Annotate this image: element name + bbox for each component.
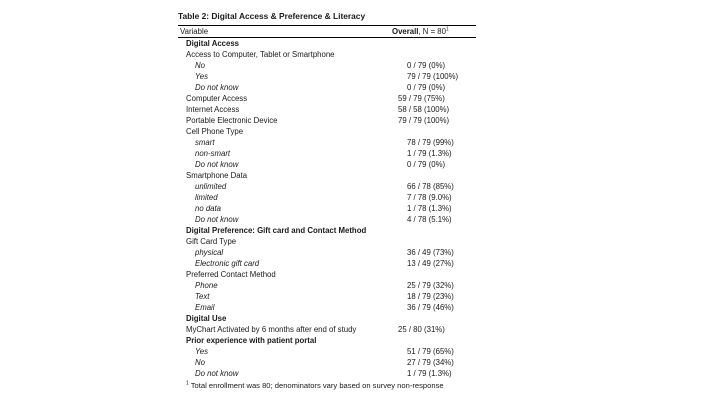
row-variable: No: [195, 358, 205, 367]
row-variable: MyChart Activated by 6 months after end of study: [186, 325, 357, 334]
row-variable: Phone: [195, 281, 218, 290]
row-variable: Electronic gift card: [195, 259, 260, 268]
header-variable: Variable: [180, 27, 209, 36]
table-row: [178, 236, 476, 247]
row-variable: Do not know: [195, 83, 239, 92]
row-overall-value: 59 / 79 (75%): [398, 94, 445, 103]
row-overall-value: 18 / 79 (23%): [407, 292, 454, 301]
row-variable: Portable Electronic Device: [186, 116, 278, 125]
row-variable: non-smart: [195, 149, 231, 158]
row-variable: Text: [195, 292, 210, 301]
row-variable: Email: [195, 303, 215, 312]
table-row: [178, 71, 476, 82]
row-variable: Do not know: [195, 215, 239, 224]
row-overall-value: 66 / 78 (85%): [407, 182, 454, 191]
table-row: [178, 280, 476, 291]
row-variable: no data: [195, 204, 222, 213]
table-row: [178, 148, 476, 159]
table-row: [178, 368, 476, 379]
table-row: [178, 159, 476, 170]
row-variable: Computer Access: [186, 94, 248, 103]
row-overall-value: 36 / 79 (46%): [407, 303, 454, 312]
row-variable: Access to Computer, Tablet or Smartphone: [186, 50, 335, 59]
table-row: [178, 192, 476, 203]
row-overall-value: [398, 38, 476, 49]
row-variable: limited: [195, 193, 218, 202]
table-footnote: [178, 380, 476, 391]
row-overall-value: 79 / 79 (100%): [398, 116, 450, 125]
row-overall-value: 27 / 79 (34%): [407, 358, 454, 367]
table-row: [178, 302, 476, 313]
row-variable: Yes: [195, 72, 209, 81]
row-variable: Gift Card Type: [186, 237, 237, 246]
row-variable: Internet Access: [186, 105, 240, 114]
table-row: [178, 357, 476, 368]
table-row: [178, 104, 476, 115]
row-overall-value: 79 / 79 (100%): [407, 72, 459, 81]
row-overall-value: [398, 335, 476, 346]
row-variable: Prior experience with patient portal: [186, 336, 317, 345]
row-variable: Cell Phone Type: [186, 127, 244, 136]
table-row: [178, 126, 476, 137]
table-row: [178, 93, 476, 104]
row-overall-value: 4 / 78 (5.1%): [407, 215, 452, 224]
row-variable: Do not know: [195, 369, 239, 378]
row-overall-value: [398, 313, 476, 324]
row-variable: Preferred Contact Method: [186, 270, 276, 279]
header-footnote-marker: 1: [445, 26, 449, 33]
table-row: [178, 170, 476, 181]
table-row: [178, 49, 476, 60]
row-variable: Digital Use: [186, 314, 227, 323]
header-overall-n: , N = 80: [418, 27, 446, 36]
table-body: [178, 38, 476, 379]
row-overall-value: 25 / 79 (32%): [407, 281, 454, 290]
table-row: [178, 214, 476, 225]
row-variable: smart: [195, 138, 215, 147]
row-overall-value: [398, 126, 476, 137]
table-row: [178, 346, 476, 357]
row-overall-value: 1 / 78 (1.3%): [407, 204, 452, 213]
row-overall-value: 58 / 58 (100%): [398, 105, 450, 114]
table-row: [178, 181, 476, 192]
table-row: [178, 247, 476, 258]
row-overall-value: [398, 49, 476, 60]
table-row: [178, 60, 476, 71]
table-row: [178, 291, 476, 302]
footnote-marker: 1: [186, 380, 189, 387]
row-overall-value: 0 / 79 (0%): [407, 83, 446, 92]
table-row: [178, 269, 476, 280]
row-overall-value: [398, 225, 476, 236]
row-variable: Digital Preference: Gift card and Contact Method: [186, 226, 367, 235]
row-overall-value: 36 / 49 (73%): [407, 248, 454, 257]
section-header-row: [178, 38, 476, 49]
row-overall-value: 0 / 79 (0%): [407, 61, 446, 70]
section-header-row: [178, 335, 476, 346]
row-overall-value: 13 / 49 (27%): [407, 259, 454, 268]
row-overall-value: 1 / 79 (1.3%): [407, 149, 452, 158]
table-row: [178, 324, 476, 335]
row-overall-value: 1 / 79 (1.3%): [407, 369, 452, 378]
footnote-text: Total enrollment was 80; denominators vary based on survey non-response: [188, 381, 444, 390]
table-row: [178, 203, 476, 214]
table-row: [178, 137, 476, 148]
table-row: [178, 115, 476, 126]
row-variable: Smartphone Data: [186, 171, 248, 180]
table-row: [178, 82, 476, 93]
row-variable: Yes: [195, 347, 209, 356]
row-overall-value: 51 / 79 (65%): [407, 347, 454, 356]
row-overall-value: 78 / 79 (99%): [407, 138, 454, 147]
table-row: [178, 258, 476, 269]
header-overall: [392, 26, 476, 37]
row-overall-value: [398, 269, 476, 280]
data-table: [178, 10, 476, 391]
row-overall-value: 0 / 79 (0%): [407, 160, 446, 169]
section-header-row: [178, 225, 476, 236]
row-variable: Digital Access: [186, 39, 240, 48]
section-header-row: [178, 313, 476, 324]
row-overall-value: 25 / 80 (31%): [398, 325, 445, 334]
row-variable: Do not know: [195, 160, 239, 169]
row-variable: No: [195, 61, 205, 70]
row-overall-value: 7 / 78 (9.0%): [407, 193, 452, 202]
table-caption: Table 2: Digital Access & Preference & Literacy: [178, 11, 366, 21]
table-header-row: [178, 25, 476, 38]
row-overall-value: [398, 170, 476, 181]
header-overall-label: Overall: [392, 27, 419, 36]
row-overall-value: [398, 236, 476, 247]
row-variable: physical: [195, 248, 224, 257]
row-variable: unlimited: [195, 182, 227, 191]
